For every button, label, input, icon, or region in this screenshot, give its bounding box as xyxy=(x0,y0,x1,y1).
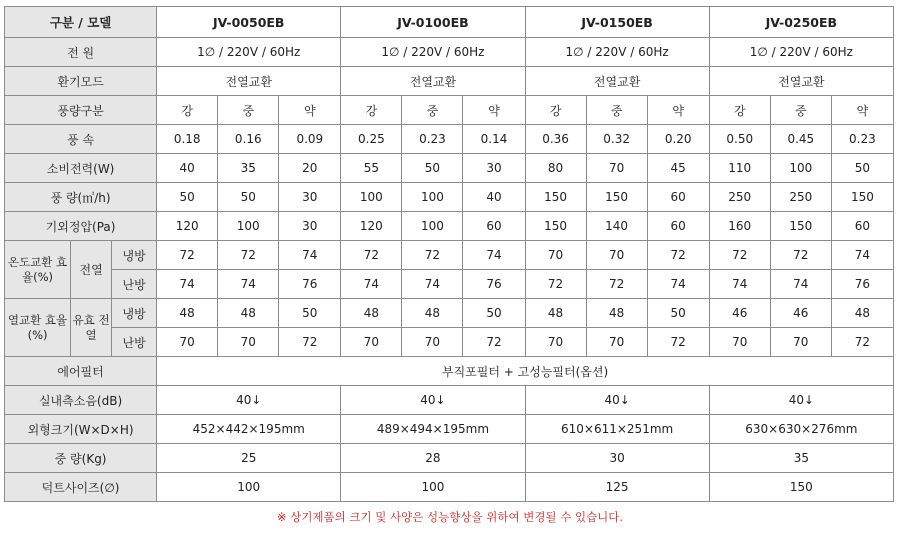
speed-low: 약 xyxy=(647,96,709,125)
cell: 140 xyxy=(586,212,647,241)
static-pressure-row xyxy=(5,212,894,241)
cell: 60 xyxy=(831,212,893,241)
cell: 35 xyxy=(709,444,893,473)
cell: 40↓ xyxy=(341,386,525,415)
cell: 72 xyxy=(647,241,709,270)
duct-row xyxy=(5,473,894,502)
cell: 150 xyxy=(770,212,831,241)
cell: 70 xyxy=(341,328,402,357)
row-label: 실내측소음(dB) xyxy=(5,386,157,415)
cooling-label: 냉방 xyxy=(112,299,157,328)
cell: 70 xyxy=(525,328,586,357)
cell: 50 xyxy=(218,183,279,212)
cell: 74 xyxy=(157,270,218,299)
row-label: 소비전력(W) xyxy=(5,154,157,183)
cell: 100 xyxy=(157,473,341,502)
heating-label: 난방 xyxy=(112,328,157,357)
cell: 72 xyxy=(279,328,341,357)
row-label: 외형크기(W×D×H) xyxy=(5,415,157,444)
cell: 40↓ xyxy=(525,386,709,415)
cell: 150 xyxy=(709,473,893,502)
cell: 60 xyxy=(647,183,709,212)
cell: 100 xyxy=(341,183,402,212)
spec-table xyxy=(4,6,894,502)
wind-speed-row xyxy=(5,125,894,154)
air-volume-row xyxy=(5,183,894,212)
cell: 48 xyxy=(157,299,218,328)
header-row xyxy=(5,7,894,38)
cell: 0.16 xyxy=(218,125,279,154)
cell: 489×494×195mm xyxy=(341,415,525,444)
cell: 76 xyxy=(831,270,893,299)
cell: 48 xyxy=(831,299,893,328)
temp-eff-group-label: 온도교환 효율(%) xyxy=(5,241,71,299)
cell: 70 xyxy=(525,241,586,270)
cell: 70 xyxy=(157,328,218,357)
speed-high: 강 xyxy=(341,96,402,125)
cell: 74 xyxy=(831,241,893,270)
heat-eff-cooling-row xyxy=(5,299,894,328)
cell: 0.18 xyxy=(157,125,218,154)
row-label: 중 량(Kg) xyxy=(5,444,157,473)
speed-high: 강 xyxy=(709,96,770,125)
cell: 전열교환 xyxy=(525,67,709,96)
cell: 76 xyxy=(463,270,525,299)
cell: 160 xyxy=(709,212,770,241)
cell: 전열교환 xyxy=(709,67,893,96)
power-consumption-row xyxy=(5,154,894,183)
cell: 50 xyxy=(402,154,463,183)
cell: 30 xyxy=(463,154,525,183)
cell: 125 xyxy=(525,473,709,502)
cell: 1∅ / 220V / 60Hz xyxy=(157,38,341,67)
cell: 70 xyxy=(402,328,463,357)
cell: 40↓ xyxy=(709,386,893,415)
filter-value: 부직포필터 + 고성능필터(옵션) xyxy=(157,357,894,386)
cell: 70 xyxy=(709,328,770,357)
cell: 250 xyxy=(770,183,831,212)
speed-high: 강 xyxy=(525,96,586,125)
cell: 72 xyxy=(463,328,525,357)
cell: 전열교환 xyxy=(157,67,341,96)
cell: 72 xyxy=(218,241,279,270)
cell: 48 xyxy=(402,299,463,328)
cell: 20 xyxy=(279,154,341,183)
speed-high: 강 xyxy=(157,96,218,125)
cell: 0.36 xyxy=(525,125,586,154)
cell: 452×442×195mm xyxy=(157,415,341,444)
temp-eff-heating-row xyxy=(5,270,894,299)
cell: 74 xyxy=(709,270,770,299)
corner-header: 구분 / 모델 xyxy=(5,7,157,38)
cell: 0.25 xyxy=(341,125,402,154)
speed-low: 약 xyxy=(463,96,525,125)
cell: 50 xyxy=(157,183,218,212)
cell: 72 xyxy=(770,241,831,270)
row-label: 덕트사이즈(∅) xyxy=(5,473,157,502)
cell: 70 xyxy=(586,154,647,183)
cell: 120 xyxy=(341,212,402,241)
row-label: 풍량구분 xyxy=(5,96,157,125)
cell: 50 xyxy=(463,299,525,328)
cell: 46 xyxy=(770,299,831,328)
cell: 전열교환 xyxy=(341,67,525,96)
cell: 70 xyxy=(586,241,647,270)
cell: 76 xyxy=(279,270,341,299)
cell: 28 xyxy=(341,444,525,473)
cell: 80 xyxy=(525,154,586,183)
cell: 1∅ / 220V / 60Hz xyxy=(341,38,525,67)
cell: 150 xyxy=(831,183,893,212)
cell: 72 xyxy=(341,241,402,270)
vent-mode-row xyxy=(5,67,894,96)
row-label: 기외정압(Pa) xyxy=(5,212,157,241)
heat-eff-sub-label: 유효 전열 xyxy=(71,299,112,357)
cell: 74 xyxy=(402,270,463,299)
cell: 100 xyxy=(402,183,463,212)
speed-mid: 중 xyxy=(586,96,647,125)
cell: 48 xyxy=(218,299,279,328)
cell: 40↓ xyxy=(157,386,341,415)
air-class-row xyxy=(5,96,894,125)
temp-eff-cooling-row xyxy=(5,241,894,270)
cell: 50 xyxy=(279,299,341,328)
cell: 55 xyxy=(341,154,402,183)
cell: 50 xyxy=(647,299,709,328)
cell: 630×630×276mm xyxy=(709,415,893,444)
cell: 72 xyxy=(709,241,770,270)
cell: 74 xyxy=(279,241,341,270)
cell: 0.50 xyxy=(709,125,770,154)
cell: 74 xyxy=(463,241,525,270)
size-row xyxy=(5,415,894,444)
cell: 74 xyxy=(647,270,709,299)
row-label: 풍 량(㎥/h) xyxy=(5,183,157,212)
model-header: JV-0100EB xyxy=(341,7,525,38)
cell: 46 xyxy=(709,299,770,328)
cell: 48 xyxy=(586,299,647,328)
cell: 0.09 xyxy=(279,125,341,154)
model-header: JV-0150EB xyxy=(525,7,709,38)
cell: 250 xyxy=(709,183,770,212)
cell: 150 xyxy=(525,183,586,212)
cell: 72 xyxy=(525,270,586,299)
cell: 72 xyxy=(647,328,709,357)
cell: 100 xyxy=(218,212,279,241)
row-label: 전 원 xyxy=(5,38,157,67)
cell: 0.23 xyxy=(831,125,893,154)
cell: 72 xyxy=(831,328,893,357)
cell: 74 xyxy=(770,270,831,299)
cell: 50 xyxy=(831,154,893,183)
weight-row xyxy=(5,444,894,473)
cell: 100 xyxy=(770,154,831,183)
cell: 60 xyxy=(647,212,709,241)
cell: 25 xyxy=(157,444,341,473)
cell: 74 xyxy=(341,270,402,299)
cell: 0.45 xyxy=(770,125,831,154)
model-header: JV-0250EB xyxy=(709,7,893,38)
cell: 30 xyxy=(279,183,341,212)
cell: 40 xyxy=(157,154,218,183)
temp-eff-sub-label: 전열 xyxy=(71,241,112,299)
heat-eff-group-label: 열교환 효율(%) xyxy=(5,299,71,357)
cell: 48 xyxy=(341,299,402,328)
row-label: 환기모드 xyxy=(5,67,157,96)
cell: 40 xyxy=(463,183,525,212)
cell: 0.14 xyxy=(463,125,525,154)
row-label: 에어필터 xyxy=(5,357,157,386)
row-label: 풍 속 xyxy=(5,125,157,154)
cell: 110 xyxy=(709,154,770,183)
cell: 48 xyxy=(525,299,586,328)
cooling-label: 냉방 xyxy=(112,241,157,270)
noise-row xyxy=(5,386,894,415)
cell: 70 xyxy=(770,328,831,357)
cell: 35 xyxy=(218,154,279,183)
cell: 0.32 xyxy=(586,125,647,154)
cell: 150 xyxy=(525,212,586,241)
model-header: JV-0050EB xyxy=(157,7,341,38)
cell: 30 xyxy=(525,444,709,473)
cell: 74 xyxy=(218,270,279,299)
heating-label: 난방 xyxy=(112,270,157,299)
cell: 1∅ / 220V / 60Hz xyxy=(709,38,893,67)
cell: 30 xyxy=(279,212,341,241)
cell: 1∅ / 220V / 60Hz xyxy=(525,38,709,67)
cell: 0.20 xyxy=(647,125,709,154)
cell: 72 xyxy=(402,241,463,270)
cell: 610×611×251mm xyxy=(525,415,709,444)
cell: 150 xyxy=(586,183,647,212)
cell: 70 xyxy=(586,328,647,357)
footnote: ※ 상기제품의 크기 및 사양은 성능향상을 위하여 변경될 수 있습니다. xyxy=(276,510,624,524)
cell: 45 xyxy=(647,154,709,183)
speed-mid: 중 xyxy=(218,96,279,125)
speed-low: 약 xyxy=(279,96,341,125)
cell: 120 xyxy=(157,212,218,241)
cell: 100 xyxy=(341,473,525,502)
cell: 72 xyxy=(586,270,647,299)
filter-row xyxy=(5,357,894,386)
cell: 100 xyxy=(402,212,463,241)
speed-mid: 중 xyxy=(770,96,831,125)
speed-low: 약 xyxy=(831,96,893,125)
power-row xyxy=(5,38,894,67)
heat-eff-heating-row xyxy=(5,328,894,357)
cell: 0.23 xyxy=(402,125,463,154)
cell: 60 xyxy=(463,212,525,241)
cell: 70 xyxy=(218,328,279,357)
speed-mid: 중 xyxy=(402,96,463,125)
cell: 72 xyxy=(157,241,218,270)
